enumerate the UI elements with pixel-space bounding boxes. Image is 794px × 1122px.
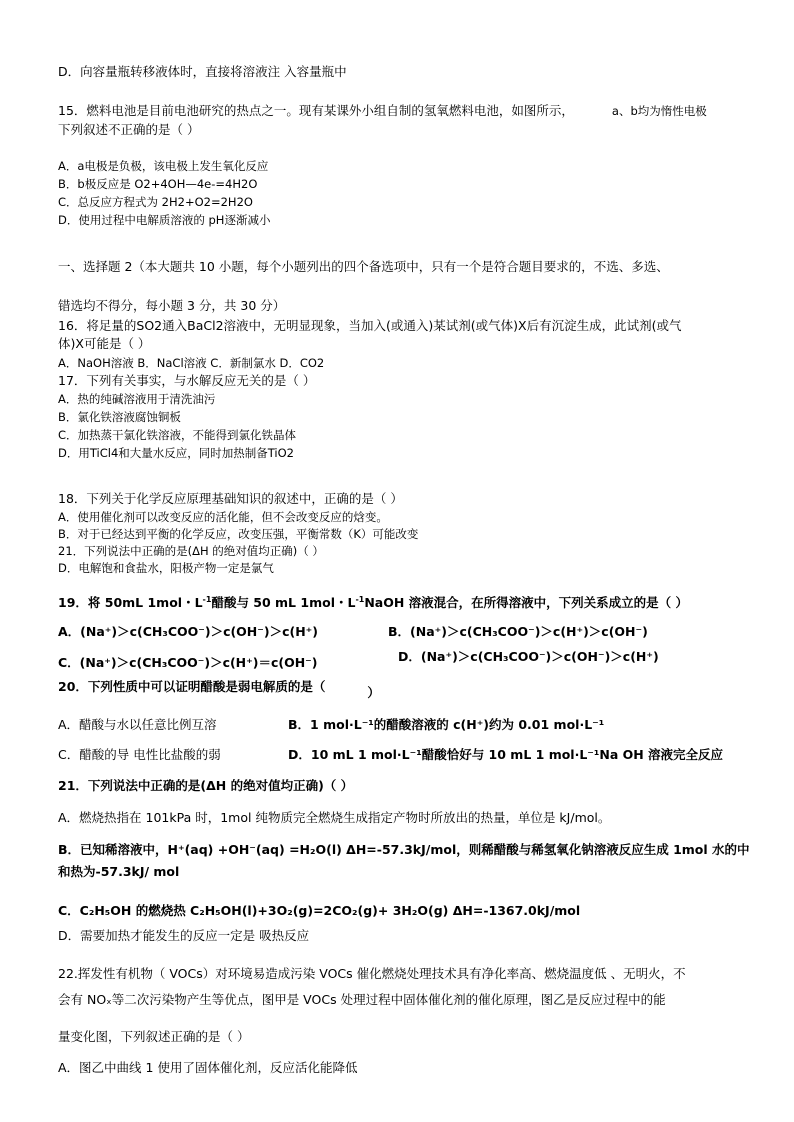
q21-stem: 21．下列说法中正确的是(ΔH 的绝对值均正确)（ ） [58, 778, 354, 793]
q15-stem-line1 [58, 103, 707, 119]
section-heading-line2: 错选均不得分，每小题 3 分，共 30 分） [58, 298, 286, 313]
q17-option-c: C．加热蒸干氯化铁溶液，不能得到氯化铁晶体 [58, 428, 297, 442]
q21-option-b-line1: B．已知稀溶液中，H⁺(aq) +OH⁻(aq) =H₂O(l) ΔH=-57.3kJ/mol，则稀醋酸与稀氢氧化钠溶液反应生成 1mol 水的中 [58, 842, 750, 857]
q14-option-d: D．向容量瓶转移液体时，直接将溶液注 入容量瓶中 [58, 64, 347, 79]
q18-option-a: A．使用催化剂可以改变反应的活化能，但不会改变反应的焓变。 [58, 510, 388, 524]
q18-option-c: 21．下列说法中正确的是(ΔH 的绝对值均正确)（ ） [58, 544, 324, 558]
q21-option-c: C．C₂H₅OH 的燃烧热 C₂H₅OH(l)+3O₂(g)=2CO₂(g)+ 3H₂O(g) ΔH=-1367.0kJ/mol [58, 903, 581, 918]
q19-stem-part1: 19．将 50mL 1mol・L [58, 595, 203, 610]
q19-stem [58, 592, 688, 611]
q20-stem-text: 20．下列性质中可以证明醋酸是弱电解质的是（ [58, 679, 326, 694]
q18-option-b: B．对于已经达到平衡的化学反应，改变压强，平衡常数（K）可能改变 [58, 527, 419, 541]
q16-options: A．NaOH溶液 B．NaCl溶液 C．新制氯水 D．CO2 [58, 356, 325, 370]
q17-option-d: D．用TiCl4和大量水反应，同时加热制备TiO2 [58, 446, 294, 460]
q21-option-a: A．燃烧热指在 101kPa 时，1mol 纯物质完全燃烧生成指定产物时所放出的热量，单位是 kJ/mol。 [58, 810, 611, 825]
q19-option-c: C．(Na⁺)＞c(CH₃COO⁻)＞c(H⁺)＝c(OH⁻) [58, 655, 318, 670]
q22-option-a: A．图乙中曲线 1 使用了固体催化剂，反应活化能降低 [58, 1060, 358, 1075]
q15-option-a: A．a电极是负极，该电极上发生氧化反应 [58, 159, 269, 173]
q22-stem-line3: 量变化图，下列叙述正确的是（ ） [58, 1029, 250, 1044]
q15-stem-tail: a、b均为惰性电极 [611, 104, 707, 118]
q19-option-b: B．(Na⁺)＞c(CH₃COO⁻)＞c(H⁺)＞c(OH⁻) [388, 624, 648, 639]
q18-option-d: D．电解饱和食盐水，阳极产物一定是氯气 [58, 561, 274, 575]
q15-option-c: C．总反应方程式为 2H2+O2=2H2O [58, 195, 253, 209]
q15-stem-text: 15．燃料电池是目前电池研究的热点之一。现有某课外小组自制的氢氧燃料电池，如图所示， [58, 103, 574, 118]
q16-stem-line2: 体)X可能是（ ） [58, 336, 151, 351]
section-heading-line1: 一、选择题 2（本大题共 10 小题，每个小题列出的四个备选项中，只有一个是符合题目要求的，不选、多选、 [58, 259, 669, 274]
q17-option-a: A．热的纯碱溶液用于清洗油污 [58, 392, 216, 406]
q20-option-a: A．醋酸与水以任意比例互溶 [58, 717, 217, 732]
q19-option-d: D．(Na⁺)＞c(CH₃COO⁻)＞c(OH⁻)＞c(H⁺) [398, 649, 659, 664]
q21-option-d: D．需要加热才能发生的反应一定是 吸热反应 [58, 928, 310, 943]
q17-stem: 17．下列有关事实，与水解反应无关的是（ ） [58, 373, 316, 388]
q19-option-a: A．(Na⁺)＞c(CH₃COO⁻)＞c(OH⁻)＞c(H⁺) [58, 624, 318, 639]
q19-stem-sup2: -1 [355, 595, 365, 604]
q19-stem-part2: 醋酸与 50 mL 1mol・L [211, 595, 356, 610]
q20-option-d: D．10 mL 1 mol·L⁻¹醋酸恰好与 10 mL 1 mol·L⁻¹Na OH 溶液完全反应 [288, 747, 724, 762]
q17-option-b: B．氯化铁溶液腐蚀铜板 [58, 410, 181, 424]
q19-stem-sup1: -1 [202, 595, 212, 604]
q20-option-c: C．醋酸的导 电性比盐酸的弱 [58, 747, 221, 762]
q20-stem-paren: ） [367, 685, 380, 700]
q15-stem-line2: 下列叙述不正确的是（ ） [58, 122, 200, 137]
q20-option-b: B．1 mol·L⁻¹的醋酸溶液的 c(H⁺)约为 0.01 mol·L⁻¹ [288, 717, 605, 732]
q22-stem-line2: 会有 NOₓ等二次污染物产生等优点，图甲是 VOCs 处理过程中固体催化剂的催化原理，图乙是反应过程中的能 [58, 992, 666, 1007]
q21-option-b-line2: 和热为-57.3kJ/ mol [58, 864, 180, 879]
q15-option-b: B．b极反应是 O2+4OH—4e-=4H2O [58, 177, 258, 191]
q19-stem-part3: NaOH 溶液混合，在所得溶液中，下列关系成立的是（ ） [364, 595, 689, 610]
q22-stem-line1: 22.挥发性有机物（ VOCs）对环境易造成污染 VOCs 催化燃烧处理技术具有净化率高、燃烧温度低 、无明火，不 [58, 966, 686, 981]
q16-stem-line1: 16．将足量的SO2通入BaCl2溶液中，无明显现象，当加入(或通入)某试剂(或气体)X后有沉淀生成，此试剂(或气 [58, 318, 682, 333]
q18-stem: 18．下列关于化学反应原理基础知识的叙述中，正确的是（ ） [58, 491, 403, 506]
q15-option-d: D．使用过程中电解质溶液的 pH逐渐减小 [58, 213, 271, 227]
q20-stem [58, 679, 380, 700]
